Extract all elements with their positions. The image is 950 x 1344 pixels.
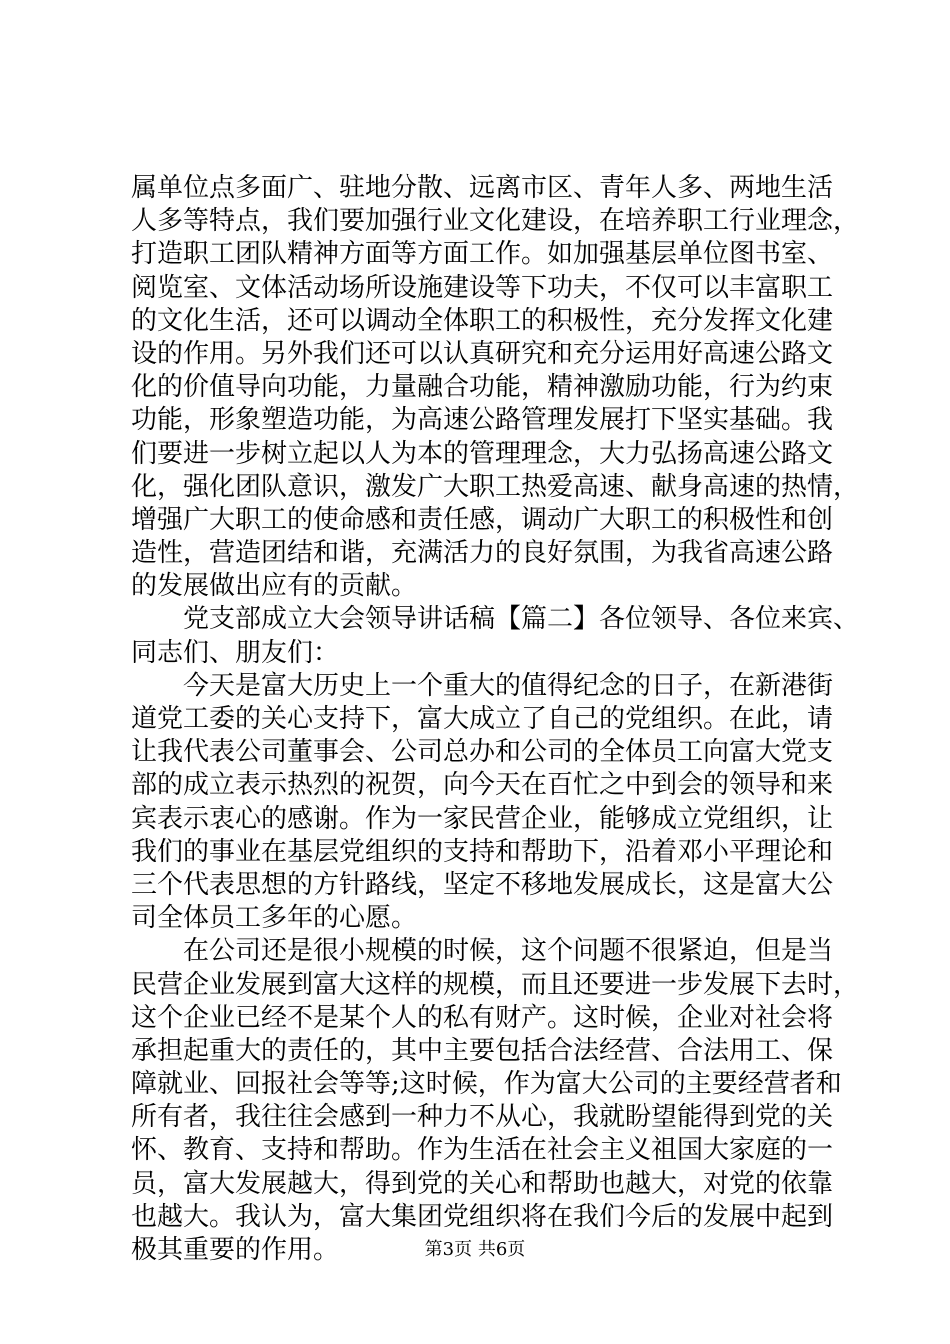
text-line: 党支部成立大会领导讲话稿【篇二】各位领导、各位来宾、 — [183, 604, 860, 635]
text-line: 今天是富大历史上一个重大的值得纪念的日子，在新港街 — [183, 670, 834, 701]
text-line: 同志们、朋友们： — [131, 637, 340, 668]
text-line: 我们的事业在基层党组织的支持和帮助下，沿着邓小平理论和 — [131, 836, 834, 867]
text-line: 增强广大职工的使命感和责任感，调动广大职工的积极性和创 — [131, 504, 834, 535]
text-line: 人多等特点，我们要加强行业文化建设，在培养职工行业理念， — [131, 206, 860, 237]
text-line: 的发展做出应有的贡献。 — [131, 571, 418, 602]
text-line: 属单位点多面广、驻地分散、远离市区、青年人多、两地生活 — [131, 173, 834, 203]
text-line: 的文化生活，还可以调动全体职工的积极性，充分发挥文化建 — [131, 305, 834, 336]
text-line: 员，富大发展越大，得到党的关心和帮助也越大，对党的依靠 — [131, 1168, 834, 1199]
text-line: 设的作用。另外我们还可以认真研究和充分运用好高速公路文 — [131, 338, 834, 369]
text-line: 道党工委的关心支持下，富大成立了自己的党组织。在此，请 — [131, 704, 834, 734]
text-line: 阅览室、文体活动场所设施建设等下功夫，不仅可以丰富职工 — [131, 272, 834, 303]
text-line: 承担起重大的责任的，其中主要包括合法经营、合法用工、保 — [131, 1035, 834, 1066]
text-line: 功能，形象塑造功能，为高速公路管理发展打下坚实基础。我 — [131, 405, 834, 436]
paragraph-p3 — [131, 670, 834, 936]
text-line: 障就业、回报社会等等;这时候，作为富大公司的主要经营者和 — [131, 1069, 842, 1100]
paragraph-p2 — [131, 603, 860, 669]
text-line: 化，强化团队意识，激发广大职工热爱高速、献身高速的热情， — [131, 471, 860, 502]
paragraph-p1 — [131, 172, 860, 603]
text-line: 怀、教育、支持和帮助。作为生活在社会主义祖国大家庭的一 — [131, 1135, 834, 1166]
text-line: 造性，营造团结和谐，充满活力的良好氛围，为我省高速公路 — [131, 538, 834, 569]
text-line: 民营企业发展到富大这样的规模，而且还要进一步发展下去时， — [131, 969, 860, 1000]
document-body — [131, 172, 860, 1267]
text-line: 打造职工团队精神方面等方面工作。如加强基层单位图书室、 — [131, 239, 834, 270]
text-line: 所有者，我往往会感到一种力不从心，我就盼望能得到党的关 — [131, 1102, 834, 1133]
text-line: 这个企业已经不是某个人的私有财产。这时候，企业对社会将 — [131, 1002, 834, 1033]
text-line: 三个代表思想的方针路线，坚定不移地发展成长，这是富大公 — [131, 869, 834, 900]
text-line: 极其重要的作用。 — [131, 1235, 340, 1265]
text-line: 部的成立表示热烈的祝贺，向今天在百忙之中到会的领导和来 — [131, 770, 834, 801]
text-line: 化的价值导向功能，力量融合功能，精神激励功能，行为约束 — [131, 372, 834, 403]
text-line: 们要进一步树立起以人为本的管理理念，大力弘扬高速公路文 — [131, 438, 834, 469]
paragraph-p4 — [131, 935, 860, 1267]
text-line: 司全体员工多年的心愿。 — [131, 903, 418, 934]
text-line: 在公司还是很小规模的时候，这个问题不很紧迫，但是当 — [183, 936, 834, 967]
text-line: 宾表示衷心的感谢。作为一家民营企业，能够成立党组织，让 — [131, 803, 834, 834]
page-footer: 第3页 共6页 — [424, 1239, 526, 1260]
text-line: 让我代表公司董事会、公司总办和公司的全体员工向富大党支 — [131, 737, 834, 768]
text-line: 也越大。我认为，富大集团党组织将在我们今后的发展中起到 — [131, 1201, 834, 1232]
